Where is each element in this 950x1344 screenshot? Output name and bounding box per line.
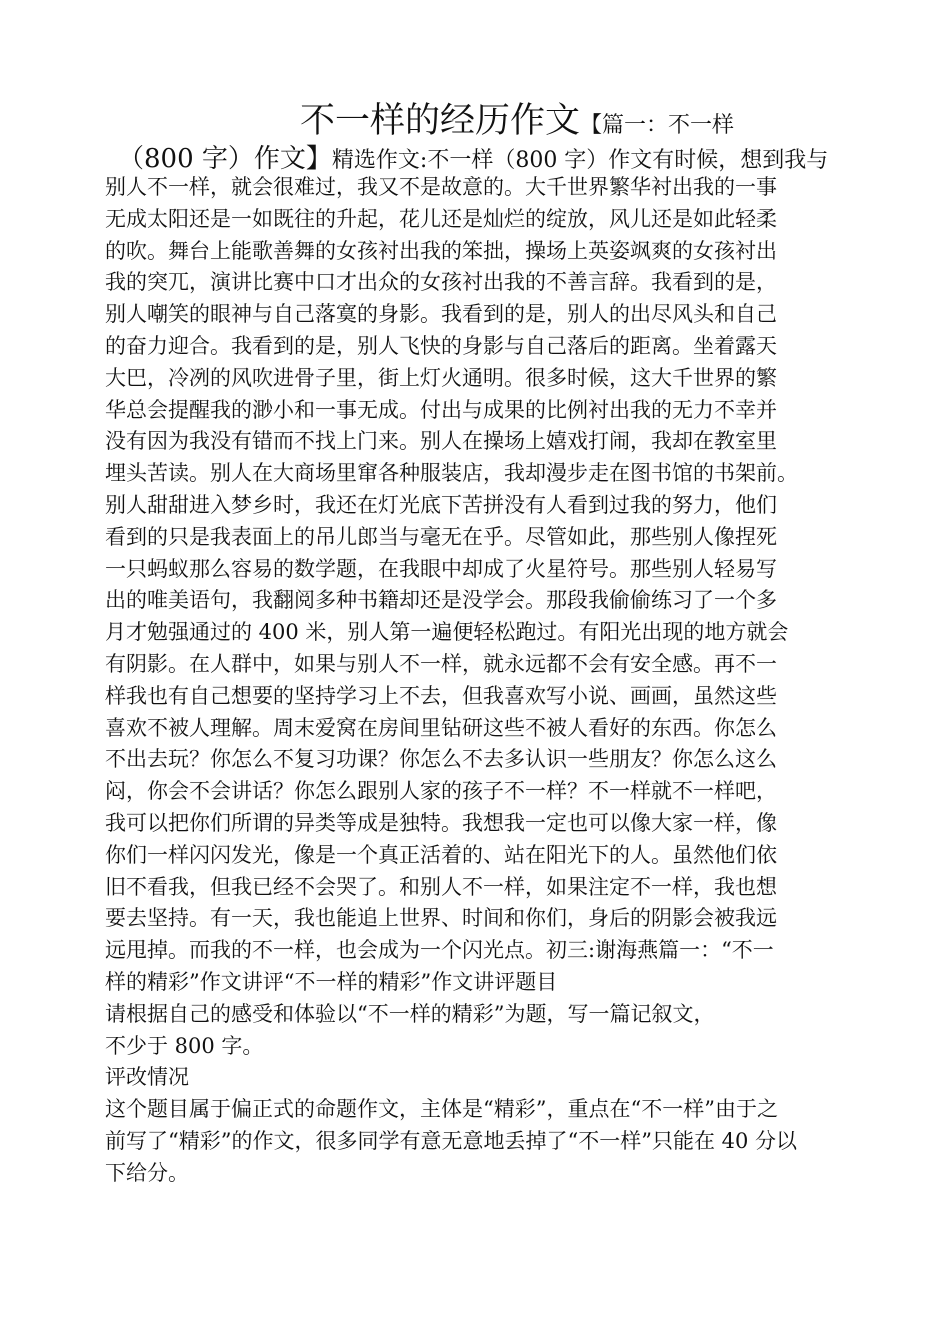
text-line: 远甩掉。而我的不一样，也会成为一个闪光点。初三:谢海燕篇一：“不一 xyxy=(105,938,774,963)
text-line: 华总会提醒我的渺小和一事无成。付出与成果的比例衬出我的无力不幸并 xyxy=(105,397,777,422)
text-line: 旧不看我，但我已经不会哭了。和别人不一样，如果注定不一样，我也想 xyxy=(105,874,777,899)
text-line: 你们一样闪闪发光，像是一个真正活着的、站在阳光下的人。虽然他们依 xyxy=(105,842,777,867)
text-line: 看到的只是我表面上的吊儿郎当与毫无在乎。尽管如此，那些别人像捏死 xyxy=(105,524,777,549)
text-line: 要去坚持。有一天，我也能追上世界、时间和你们，身后的阴影会被我远 xyxy=(105,906,777,931)
text-line: 别人不一样，就会很难过，我又不是故意的。大千世界繁华衬出我的一事 xyxy=(105,175,777,199)
title-continuation xyxy=(118,138,828,175)
text-line: 无成太阳还是一如既往的升起，花儿还是灿烂的绽放，风儿还是如此轻柔 xyxy=(105,206,777,231)
text-line: 没有因为我没有错而不找上门来。别人在操场上嬉戏打闹，我却在教室里 xyxy=(105,429,777,454)
text-line: 这个题目属于偏正式的命题作文，主体是“精彩”，重点在“不一样”由于之 xyxy=(105,1097,778,1122)
title-main: 不一样的经历作文 xyxy=(300,101,581,141)
document-title xyxy=(300,93,920,143)
text-line: 大巴，冷冽的风吹进骨子里，街上灯火通明。很多时候，这大千世界的繁 xyxy=(105,365,777,390)
text-line: 一只蚂蚁那么容易的数学题，在我眼中却成了火星符号。那些别人轻易写 xyxy=(105,556,777,581)
body-text xyxy=(105,172,885,1190)
text-line: 下给分。 xyxy=(105,1160,189,1185)
text-line: 月才勉强通过的 400 米，别人第一遍便轻松跑过。有阳光出现的地方就会 xyxy=(105,620,789,645)
text-line: 样的精彩”作文讲评“不一样的精彩”作文讲评题目 xyxy=(105,969,558,994)
text-line: 我的突兀，演讲比赛中口才出众的女孩衬出我的不善言辞。我看到的是， xyxy=(105,270,777,295)
text-line: 有阴影。在人群中，如果与别人不一样，就永远都不会有安全感。再不一 xyxy=(105,651,777,676)
text-line: 闷，你会不会讲话？你怎么跟别人家的孩子不一样？不一样就不一样吧， xyxy=(105,779,777,804)
text-line: 不少于 800 字。 xyxy=(105,1033,264,1058)
text-line: 出的唯美语句，我翻阅多种书籍却还是没学会。那段我偷偷练习了一个多 xyxy=(105,588,777,613)
title-line2-b: 精选作文:不一样（800 字）作文有时候，想到我与 xyxy=(331,148,829,173)
text-line: 请根据自己的感受和体验以“不一样的精彩”为题，写一篇记叙文， xyxy=(105,1001,715,1026)
text-line: 的奋力迎合。我看到的是，别人飞快的身影与自己落后的距离。坐着露天 xyxy=(105,333,777,358)
text-line: 前写了“精彩”的作文，很多同学有意无意地丢掉了“不一样”只能在 40 分以 xyxy=(105,1128,798,1153)
text-line: 的吹。舞台上能歌善舞的女孩衬出我的笨拙，操场上英姿飒爽的女孩衬出 xyxy=(105,238,777,263)
title-tail: 【篇一：不一样 xyxy=(580,113,735,138)
title-line2-a: （800 字）作文】 xyxy=(118,144,332,174)
text-line: 别人甜甜进入梦乡时，我还在灯光底下苦拼没有人看到过我的努力，他们 xyxy=(105,492,777,517)
text-line: 不出去玩？你怎么不复习功课？你怎么不去多认识一些朋友？你怎么这么 xyxy=(105,747,777,772)
text-line: 别人嘲笑的眼神与自己落寞的身影。我看到的是，别人的出尽风头和自己 xyxy=(105,302,777,327)
text-line: 我可以把你们所谓的异类等成是独特。我想我一定也可以像大家一样，像 xyxy=(105,810,777,835)
text-line: 喜欢不被人理解。周末爱窝在房间里钻研这些不被人看好的东西。你怎么 xyxy=(105,715,777,740)
text-line: 评改情况 xyxy=(105,1065,189,1090)
text-line: 埋头苦读。别人在大商场里窜各种服装店，我却漫步走在图书馆的书架前。 xyxy=(105,461,798,486)
text-line: 样我也有自己想要的坚持学习上不去，但我喜欢写小说、画画，虽然这些 xyxy=(105,683,777,708)
